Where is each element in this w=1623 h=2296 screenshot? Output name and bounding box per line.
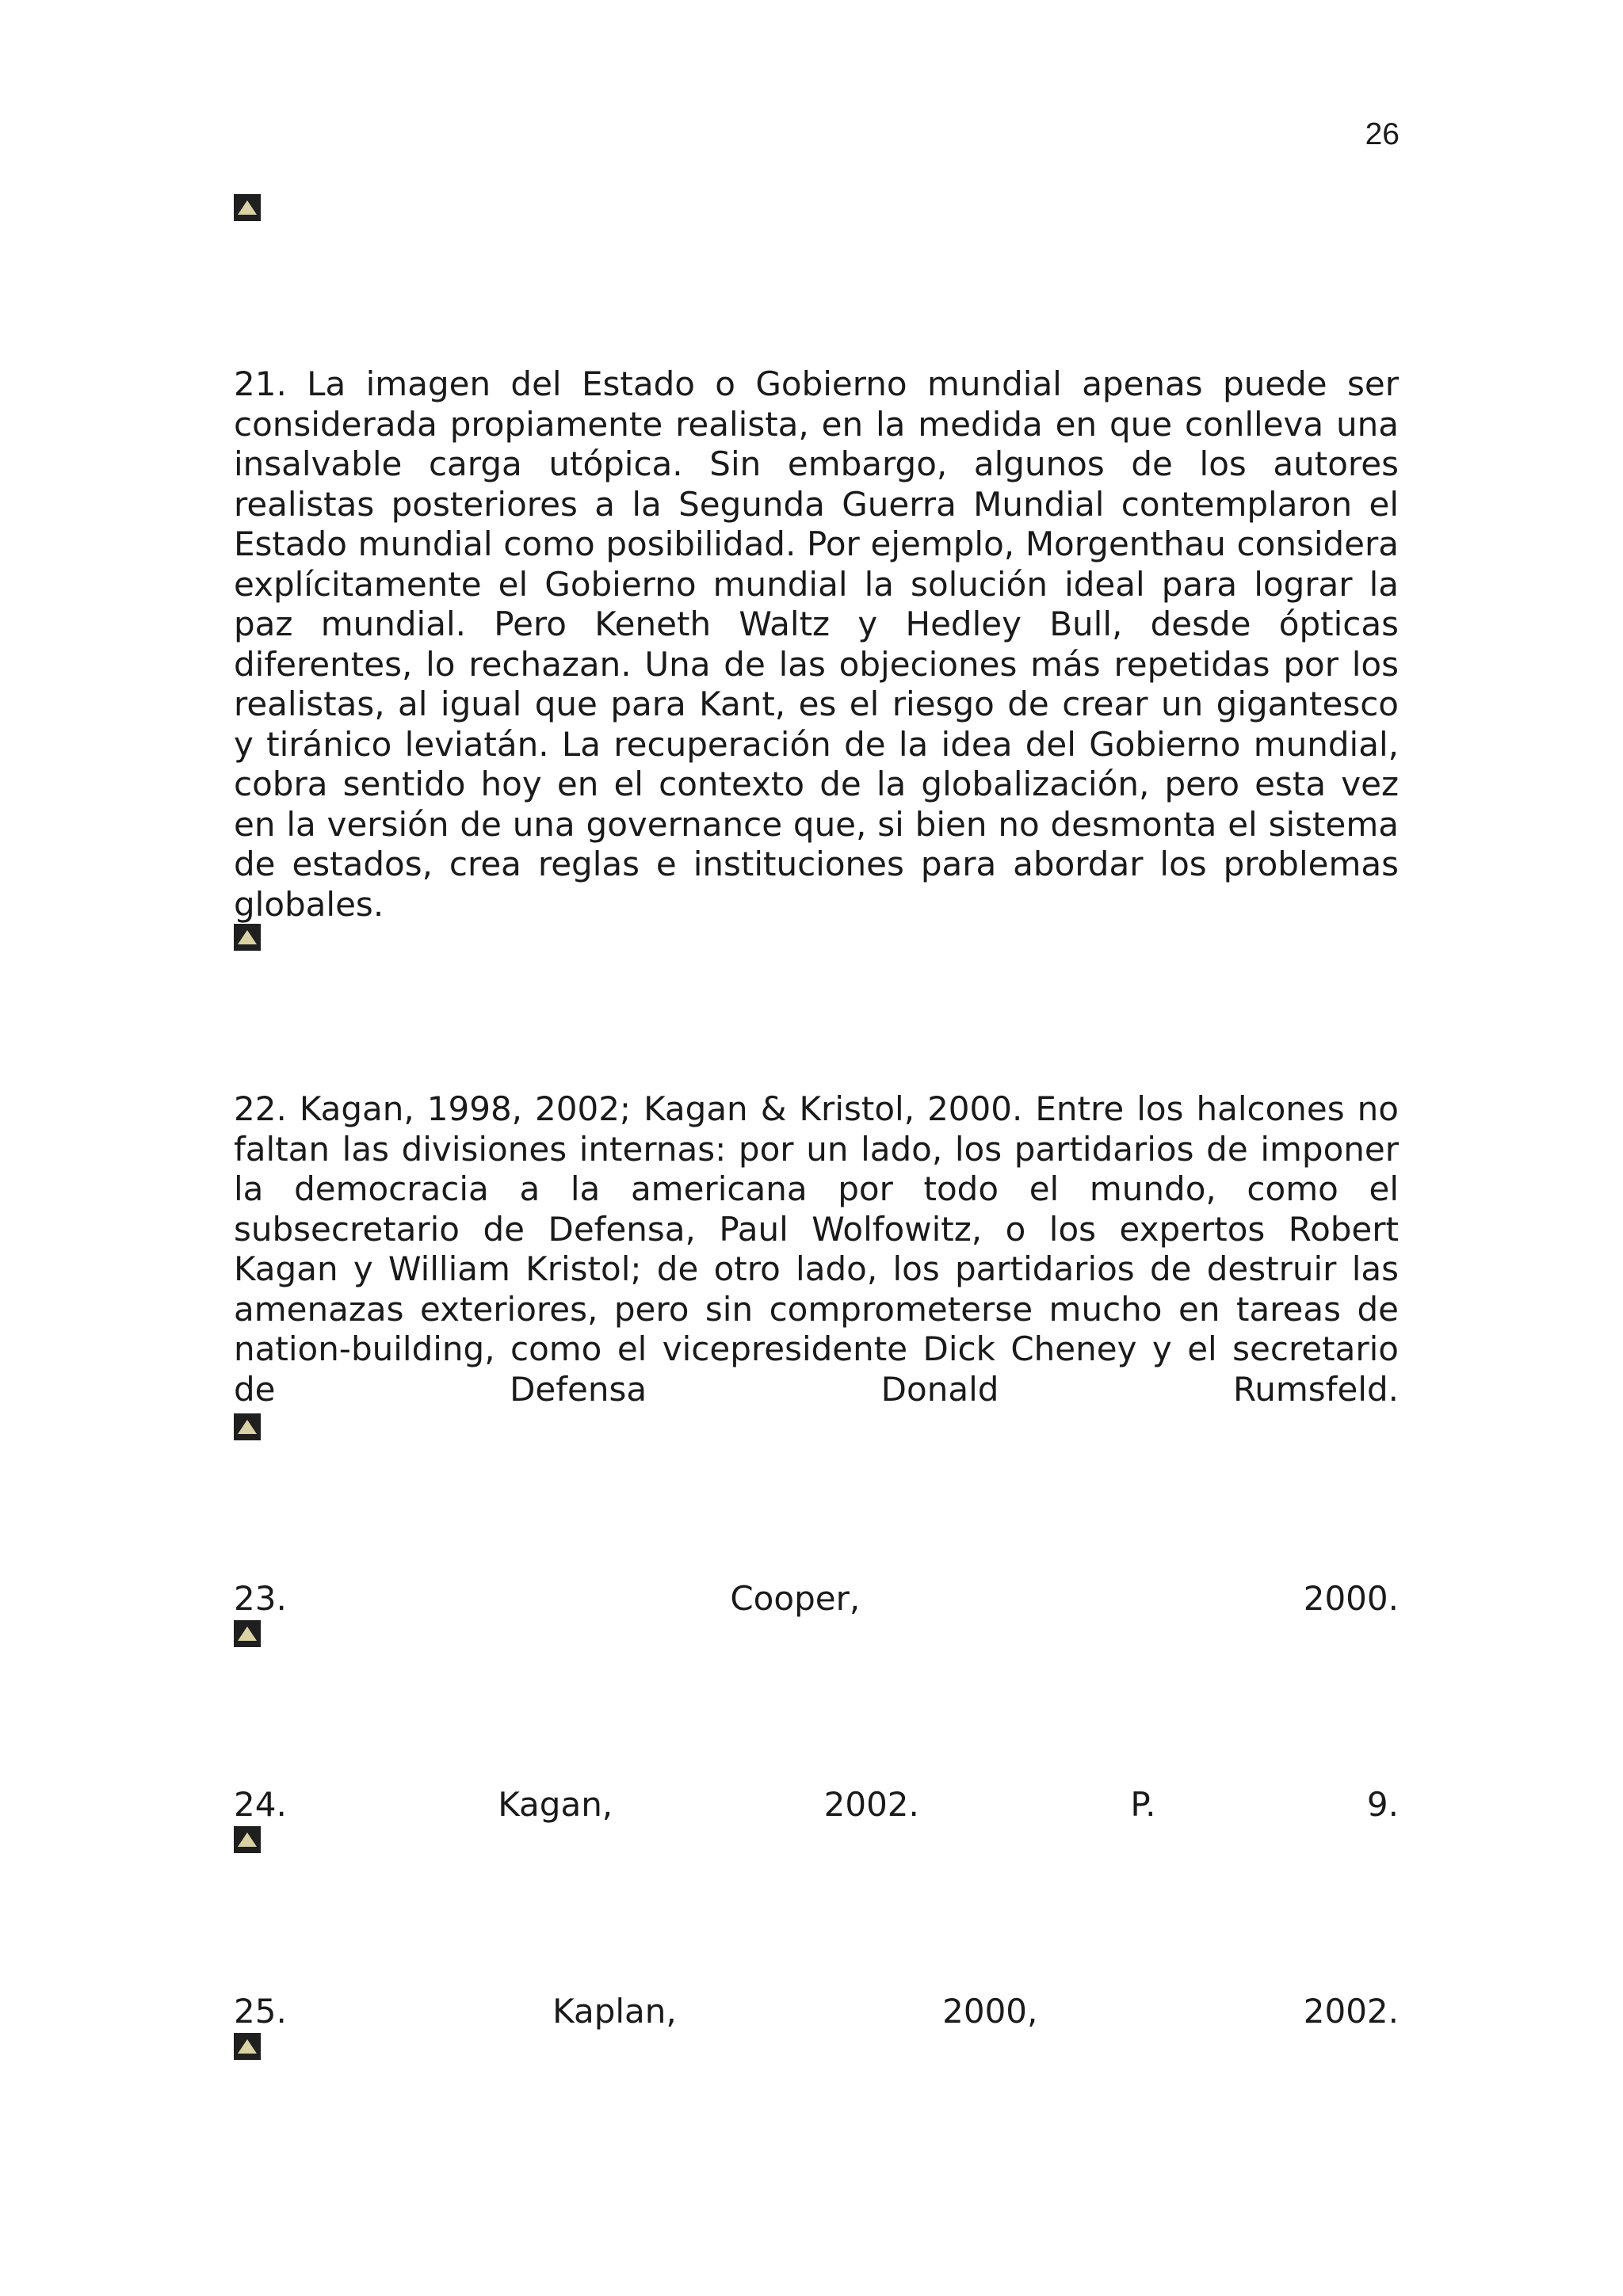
footnote-page-label: P. bbox=[1130, 1785, 1156, 1824]
footnote-year: 2000, bbox=[942, 1992, 1038, 2031]
footnote-year: 2002. bbox=[1303, 1992, 1399, 2031]
footnote-year: 2000. bbox=[1303, 1579, 1399, 1618]
footnote-number: 24. bbox=[234, 1785, 287, 1824]
footnote-23 bbox=[234, 1579, 1399, 1619]
footnote-author: Kagan, bbox=[498, 1785, 613, 1824]
footnote-25 bbox=[234, 1992, 1399, 2032]
footnote-24 bbox=[234, 1785, 1399, 1825]
footnote-22: 22. Kagan, 1998, 2002; Kagan & Kristol, 2000. Entre los halcones no faltan las divisiones internas: por un lado, los partidarios de imponer la democracia a la americana por todo el mundo, como el subsecretario de Defensa, Paul Wolfowitz, o los expertos Robert Kagan y William Kristol; de otro lado, los partidarios de destruir las amenazas exteriores, pero sin comprometerse mucho en tareas de nation-building, como el vicepresidente Dick Cheney y el secretario de Defensa Donald Rumsfeld. bbox=[234, 1089, 1399, 1409]
back-to-text-icon[interactable] bbox=[234, 2033, 261, 2060]
footnote-number: 25. bbox=[234, 1992, 287, 2031]
back-to-text-icon[interactable] bbox=[234, 194, 261, 221]
back-to-text-icon[interactable] bbox=[234, 1413, 261, 1440]
footnote-page: 9. bbox=[1366, 1785, 1399, 1824]
footnote-number: 23. bbox=[234, 1579, 287, 1618]
footnote-author: Kaplan, bbox=[552, 1992, 677, 2031]
footnote-year: 2002. bbox=[823, 1785, 919, 1824]
footnote-21: 21. La imagen del Estado o Gobierno mundial apenas puede ser considerada propiamente realista, en la medida en que conlleva una insalvable carga utópica. Sin embargo, algunos de los autores realistas posteriores a la Segunda Guerra Mundial contemplaron el Estado mundial como posibilidad. Por ejemplo, Morgenthau considera explícitamente el Gobierno mundial la solución ideal para lograr la paz mundial. Pero Keneth Waltz y Hedley Bull, desde ópticas diferentes, lo rechazan. Una de las objeciones más repetidas por los realistas, al igual que para Kant, es el riesgo de crear un gigantesco y tiránico leviatán. La recuperación de la idea del Gobierno mundial, cobra sentido hoy en el contexto de la globalización, pero esta vez en la versión de una governance que, si bien no desmonta el sistema de estados, crea reglas e instituciones para abordar los problemas globales. bbox=[234, 364, 1399, 924]
back-to-text-icon[interactable] bbox=[234, 924, 261, 951]
back-to-text-icon[interactable] bbox=[234, 1620, 261, 1647]
footnote-author: Cooper, bbox=[730, 1579, 861, 1618]
back-to-text-icon[interactable] bbox=[234, 1826, 261, 1853]
page-number: 26 bbox=[1365, 117, 1400, 151]
